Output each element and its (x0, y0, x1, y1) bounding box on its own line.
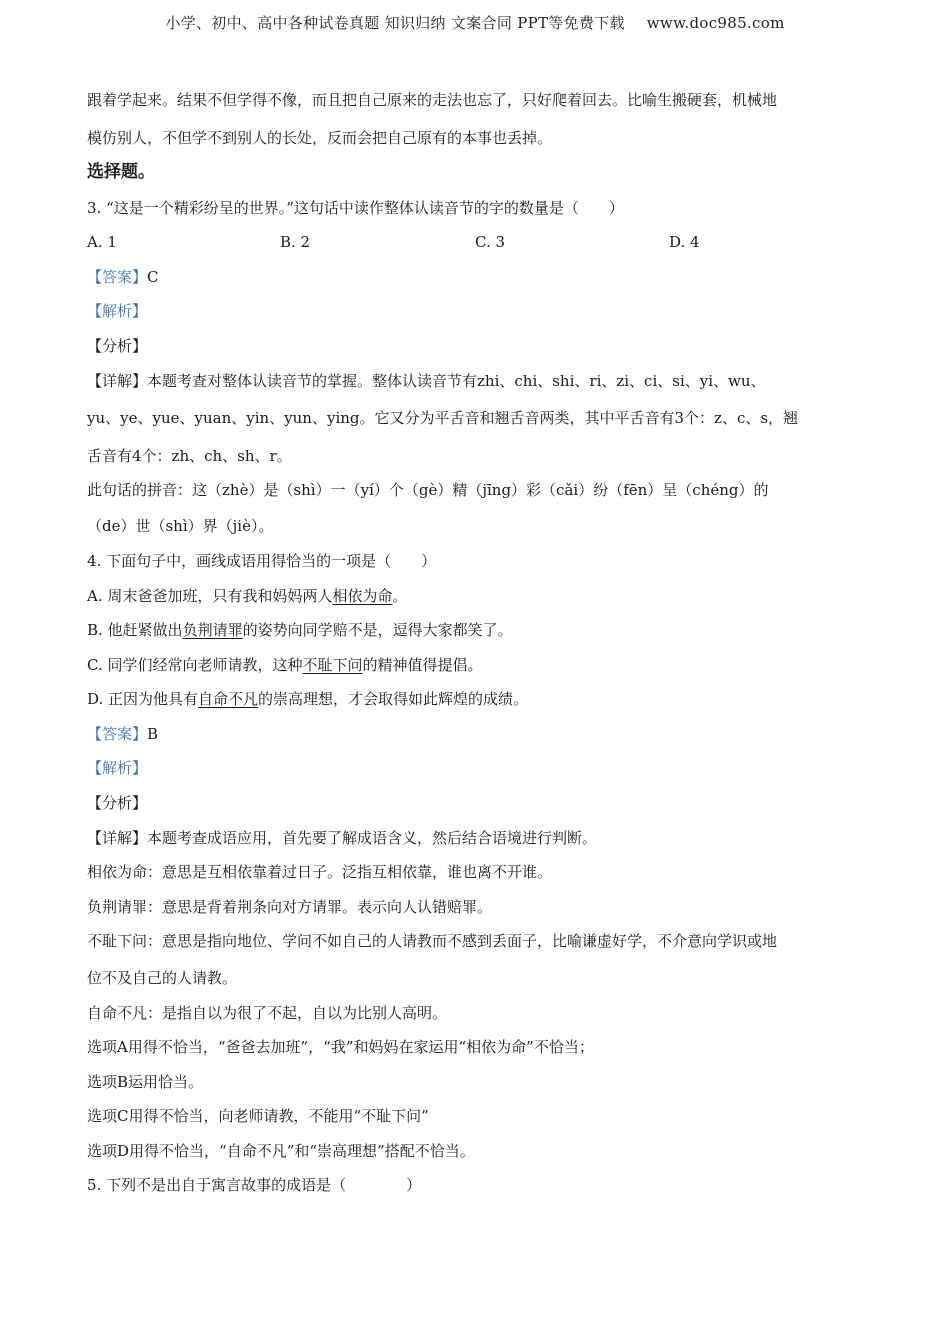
detail-label: 【详解】 (87, 372, 148, 390)
q4-option-d (87, 689, 528, 709)
q4-option-a (87, 586, 407, 606)
q3-detail-line-2: yu、ye、yue、yuan、yin、yun、ying。它又分为平舌音和翘舌音两类，其中平舌音有3个：z、c、s，翘 (87, 409, 799, 427)
q3-option-c: C. 3 (475, 233, 506, 251)
q3-jiexi-label: 【解析】 (87, 302, 148, 320)
q3-pinyin-line-2: （de）世（shì）界（jiè）。 (87, 517, 274, 535)
q4-option-b (87, 620, 513, 640)
q3-fenxi-label: 【分析】 (87, 337, 148, 355)
underlined-idiom: 自命不凡 (198, 690, 259, 708)
detail-label: 【详解】 (87, 829, 148, 847)
q4-meaning-2: 负荆请罪：意思是背着荆条向对方请罪。表示向人认错赔罪。 (87, 898, 493, 916)
underlined-idiom: 负荆请罪 (182, 621, 243, 639)
q3-stem: 3. “这是一个精彩纷呈的世界。”这句话中读作整体认读音节的字的数量是（ ） (87, 199, 624, 217)
answer-value: B (147, 725, 159, 743)
underlined-idiom: 不耻下问 (302, 656, 363, 674)
q3-options (87, 232, 859, 252)
intro-line-1: 跟着学起来。结果不但学得不像，而且把自己原来的走法也忘了，只好爬着回去。比喻生搬硬套，机械地 (87, 91, 778, 109)
q4-fenxi-label: 【分析】 (87, 794, 148, 812)
q4-option-c (87, 655, 483, 675)
section-title: 选择题。 (87, 162, 155, 182)
intro-line-2: 模仿别人，不但学不到别人的长处，反而会把自己原有的本事也丢掉。 (87, 129, 553, 147)
q3-detail-line-1 (87, 371, 766, 391)
detail-text: 本题考查成语应用，首先要了解成语含义，然后结合语境进行判断。 (147, 829, 598, 847)
q4-detail (87, 828, 597, 848)
answer-label: 【答案】 (87, 725, 148, 743)
option-text: D. 正因为他具有 (87, 690, 199, 708)
q4-conclusion-4: 选项D用得不恰当，“自命不凡”和“崇高理想”搭配不恰当。 (87, 1142, 475, 1160)
q4-meaning-3b: 位不及自己的人请教。 (87, 969, 238, 987)
q3-option-d: D. 4 (669, 233, 700, 251)
option-text: A. 周末爸爸加班，只有我和妈妈两人 (87, 587, 333, 605)
header-text: 小学、初中、高中各种试卷真题 知识归纳 文案合同 PPT等免费下载 (165, 14, 625, 32)
answer-label: 【答案】 (87, 268, 148, 286)
q3-detail-line-3: 舌音有4个：zh、ch、sh、r。 (87, 447, 292, 465)
option-text: 的精神值得提倡。 (362, 656, 483, 674)
option-text: 的姿势向同学赔不是，逗得大家都笑了。 (242, 621, 513, 639)
q4-meaning-4: 自命不凡：是指自以为很了不起，自以为比别人高明。 (87, 1004, 448, 1022)
q4-answer (87, 724, 158, 744)
header-url: www.doc985.com (646, 14, 785, 32)
detail-text: 本题考查对整体认读音节的掌握。整体认读音节有zhi、chi、shi、ri、zi、ci、si、yi、wu、 (147, 372, 766, 390)
q3-pinyin-line-1: 此句话的拼音：这（zhè）是（shì）一（yí）个（gè）精（jīng）彩（cǎi）纷（fēn）呈（chéng）的 (87, 481, 769, 499)
underlined-idiom: 相依为命 (332, 587, 393, 605)
q4-conclusion-2: 选项B运用恰当。 (87, 1073, 204, 1091)
option-text: 的崇高理想，才会取得如此辉煌的成绩。 (258, 690, 529, 708)
q4-jiexi-label: 【解析】 (87, 759, 148, 777)
q3-option-a: A. 1 (87, 233, 117, 251)
option-text: 。 (392, 587, 408, 605)
q4-meaning-3a: 不耻下问：意思是指向地位、学问不如自己的人请教而不感到丢面子，比喻谦虚好学，不介意向学识或地 (87, 932, 778, 950)
q4-stem: 4. 下面句子中，画线成语用得恰当的一项是（ ） (87, 552, 437, 570)
answer-value: C (147, 268, 159, 286)
option-text: B. 他赶紧做出 (87, 621, 183, 639)
q4-conclusion-3: 选项C用得不恰当，向老师请教，不能用“不耻下问” (87, 1107, 429, 1125)
option-text: C. 同学们经常向老师请教，这种 (87, 656, 303, 674)
q4-meaning-1: 相依为命：意思是互相依靠着过日子。泛指互相依靠，谁也离不开谁。 (87, 863, 553, 881)
q3-answer (87, 267, 159, 287)
q5-stem: 5. 下列不是出自于寓言故事的成语是（ ） (87, 1176, 422, 1194)
q3-option-b: B. 2 (280, 233, 311, 251)
q4-conclusion-1: 选项A用得不恰当，“爸爸去加班”，“我”和妈妈在家运用“相依为命”不恰当； (87, 1038, 594, 1056)
page-header (0, 12, 950, 33)
